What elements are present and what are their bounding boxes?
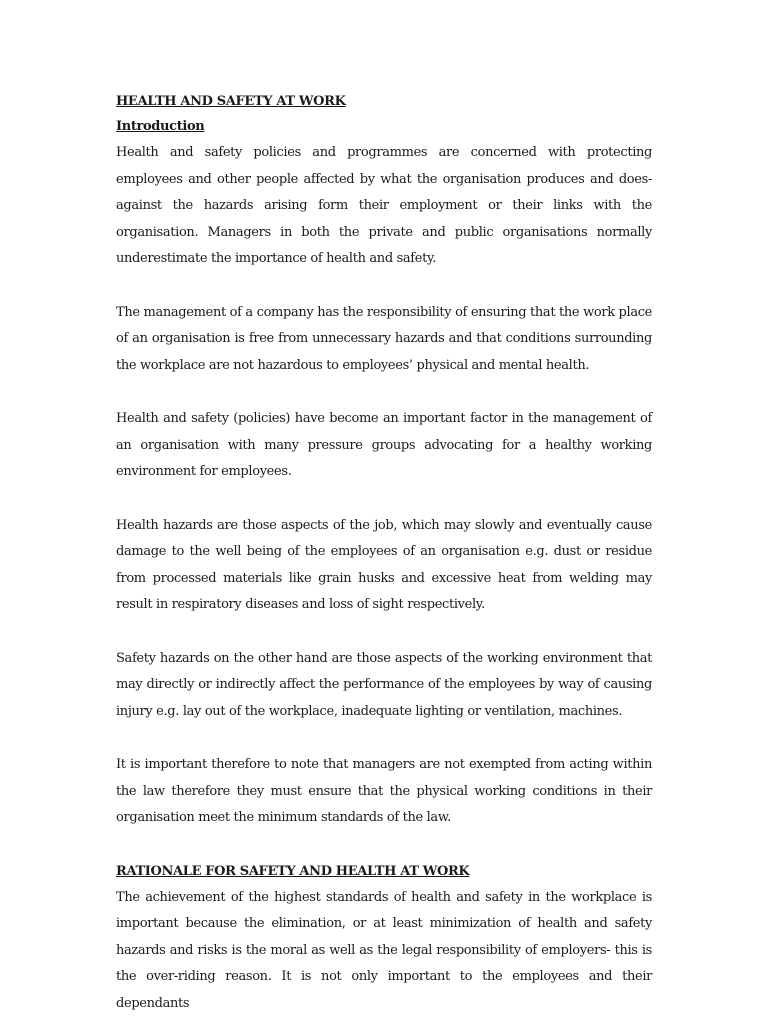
rationale-paragraph-1: The achievement of the highest standards of health and safety in the workplace is important because the elimination, or at least minimization of health and safety hazards and risks is the moral as well as the legal responsibility of employers- this is the over-riding reason. It is not only important to the employees and their dependants	[116, 889, 652, 1011]
intro-paragraph-2: The management of a company has the responsibility of ensuring that the work place of an organisation is free from unnecessary hazards and that conditions surrounding the workplace are not hazardous to employees’ physical and mental health.	[116, 304, 652, 373]
rationale-heading: RATIONALE FOR SAFETY AND HEALTH AT WORK	[116, 863, 470, 879]
intro-paragraph-1: Health and safety policies and programmes are concerned with protecting employees and other people affected by what the organisation produces and does- against the hazards arising form their employment or their links with the organisation. Managers in both the private and public organisations normally underestimate the importance of health and safety.	[116, 145, 652, 266]
document-body	[116, 92, 652, 1024]
document-title: HEALTH AND SAFETY AT WORK	[116, 94, 346, 109]
introduction-heading: Introduction	[116, 119, 205, 134]
intro-paragraph-5: Safety hazards on the other hand are those aspects of the working environment that may directly or indirectly affect the performance of the employees by way of causing injury e.g. lay out of the workplace, inadequate lighting or ventilation, machines.	[116, 650, 652, 719]
intro-paragraph-6: It is important therefore to note that managers are not exempted from acting within the law therefore they must ensure that the physical working conditions in their organisation meet the minimum standards of the law.	[116, 757, 652, 825]
intro-paragraph-3: Health and safety (policies) have become an important factor in the management of an organisation with many pressure groups advocating for a healthy working environment for employees.	[116, 411, 652, 479]
intro-paragraph-4: Health hazards are those aspects of the job, which may slowly and eventually cause damage to the well being of the employees of an organisation e.g. dust or residue from processed materials like grain husks and excessive heat from welding may result in respiratory diseases and loss of sight respectively.	[116, 517, 652, 612]
